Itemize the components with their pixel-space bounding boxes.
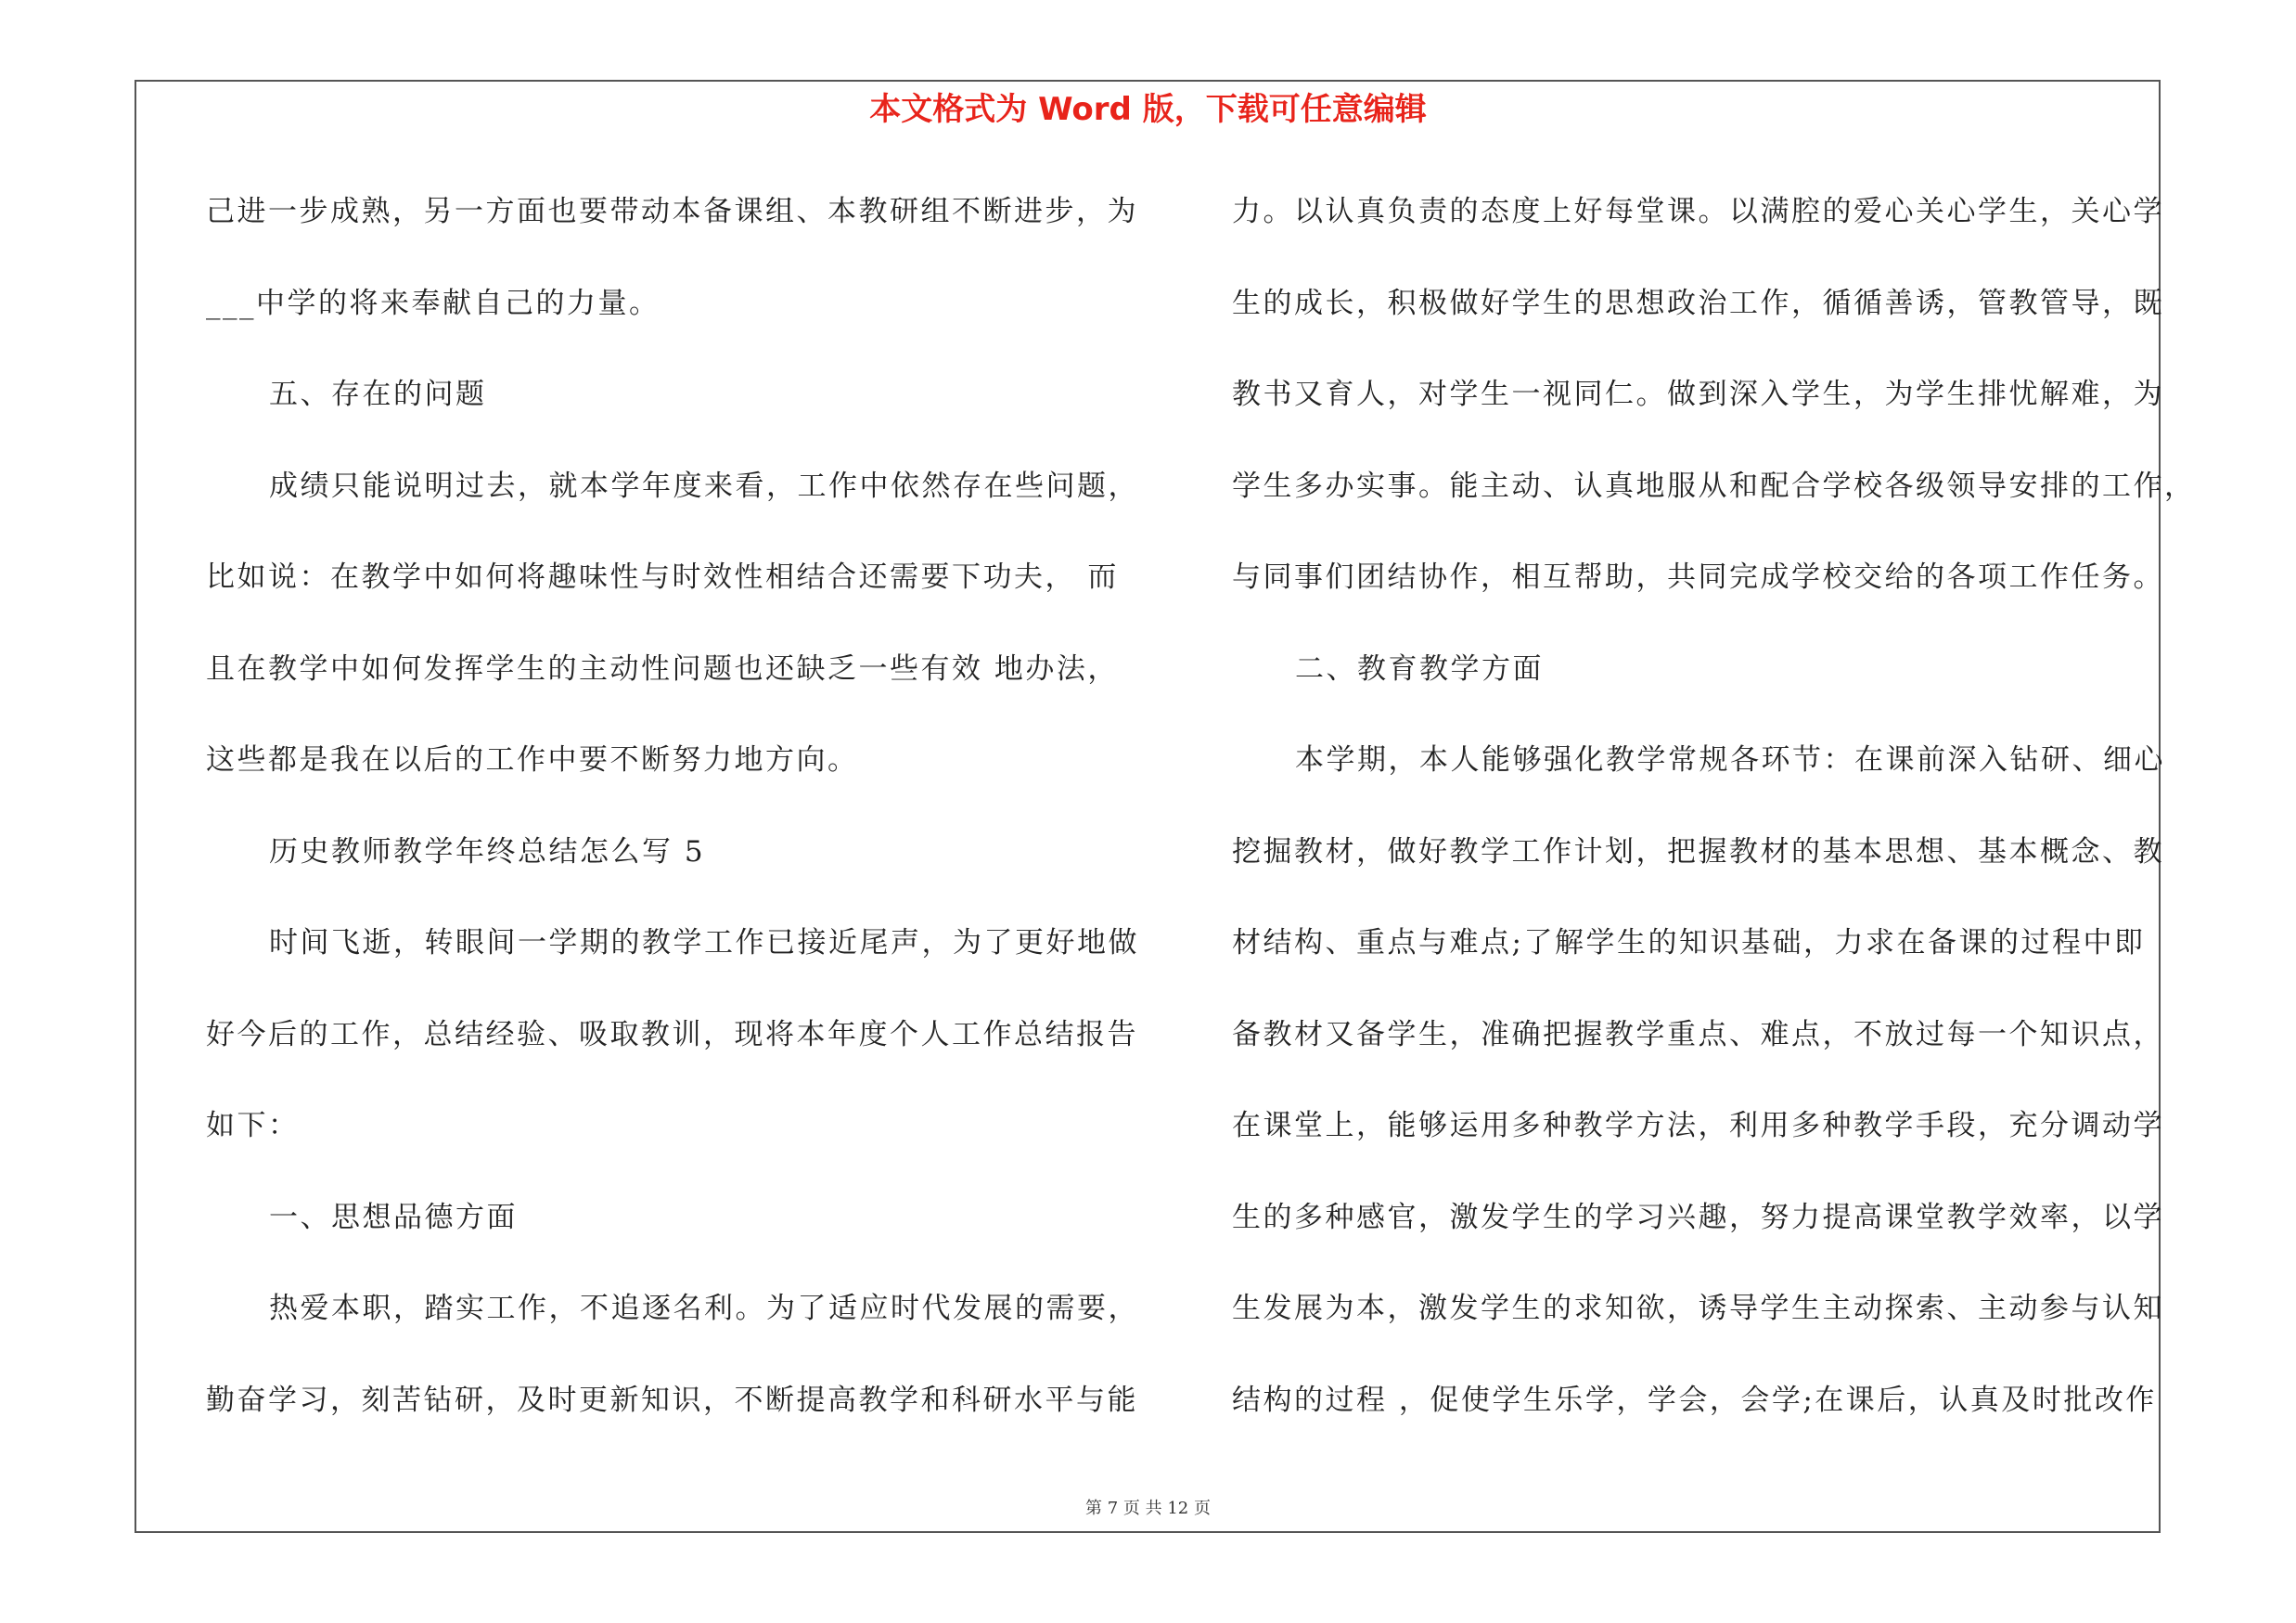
- text-line: 这些都是我在以后的工作中要不断努力地方向。: [206, 743, 859, 777]
- text-line: 且在教学中如何发挥学生的主动性问题也还缺乏一些有效 地办法，: [206, 651, 1119, 686]
- text-line: 生发展为本，激发学生的求知欲，诱导学生主动探索、主动参与认知: [1232, 1292, 2164, 1325]
- text-line: 在课堂上，能够运用多种教学方法，利用多种教学手段，充分调动学: [1232, 1109, 2164, 1142]
- text-line: 备教材又备学生，准确把握教学重点、难点，不放过每一个知识点，: [1232, 1017, 2164, 1051]
- page-number-footer: 第 7 页 共 12 页: [1085, 1499, 1211, 1518]
- text-line: 结构的过程 ，促使学生乐学，学会，会学;在课后，认真及时批改作: [1232, 1383, 2157, 1417]
- text-line: 挖掘教材，做好教学工作计划，把握教材的基本思想、基本概念、教: [1232, 834, 2164, 869]
- text-line: 好今后的工作，总结经验、吸取教训，现将本年度个人工作总结报告: [206, 1017, 1138, 1051]
- text-line: ___中学的将来奉献自己的力量。: [206, 286, 661, 320]
- text-line: 五、存在的问题: [269, 378, 487, 411]
- left-text-column: [206, 182, 1143, 1462]
- text-line: 一、思想品德方面: [269, 1200, 518, 1234]
- text-line: 勤奋学习，刻苦钻研，及时更新知识，不断提高教学和科研水平与能: [206, 1383, 1138, 1417]
- text-line: 教书又育人，对学生一视同仁。做到深入学生，为学生排忧解难，为: [1232, 378, 2164, 411]
- text-line: 学生多办实事。能主动、认真地服从和配合学校各级领导安排的工作，: [1232, 469, 2196, 503]
- text-line: 二、教育教学方面: [1295, 651, 1544, 686]
- text-line: 生的多种感官，激发学生的学习兴趣，努力提高课堂教学效率，以学: [1232, 1200, 2164, 1234]
- text-line: 热爱本职，踏实工作，不追逐名利。为了适应时代发展的需要，: [269, 1292, 1139, 1325]
- text-line: 己进一步成熟，另一方面也要带动本备课组、本教研组不断进步，为: [206, 195, 1138, 228]
- text-line: 生的成长，积极做好学生的思想政治工作，循循善诱，管教管导，既: [1232, 286, 2164, 320]
- text-line: 历史教师教学年终总结怎么写 5: [269, 834, 706, 869]
- right-text-column: [1232, 182, 2196, 1462]
- format-banner: 本文格式为 Word 版，下载可任意编辑: [869, 91, 1427, 128]
- text-line: 时间飞逝，转眼间一学期的教学工作已接近尾声，为了更好地做: [269, 926, 1139, 960]
- text-line: 成绩只能说明过去，就本学年度来看，工作中依然存在些问题，: [269, 469, 1139, 503]
- text-line: 如下：: [206, 1109, 300, 1142]
- text-line: 材结构、重点与难点;了解学生的知识基础，力求在备课的过程中即: [1232, 926, 2146, 960]
- text-line: 与同事们团结协作，相互帮助，共同完成学校交给的各项工作任务。: [1232, 560, 2164, 594]
- text-line: 比如说：在教学中如何将趣味性与时效性相结合还需要下功夫， 而: [206, 560, 1119, 594]
- text-line: 力。以认真负责的态度上好每堂课。以满腔的爱心关心学生，关心学: [1232, 195, 2164, 228]
- text-line: 本学期，本人能够强化教学常规各环节：在课前深入钻研、细心: [1295, 743, 2165, 777]
